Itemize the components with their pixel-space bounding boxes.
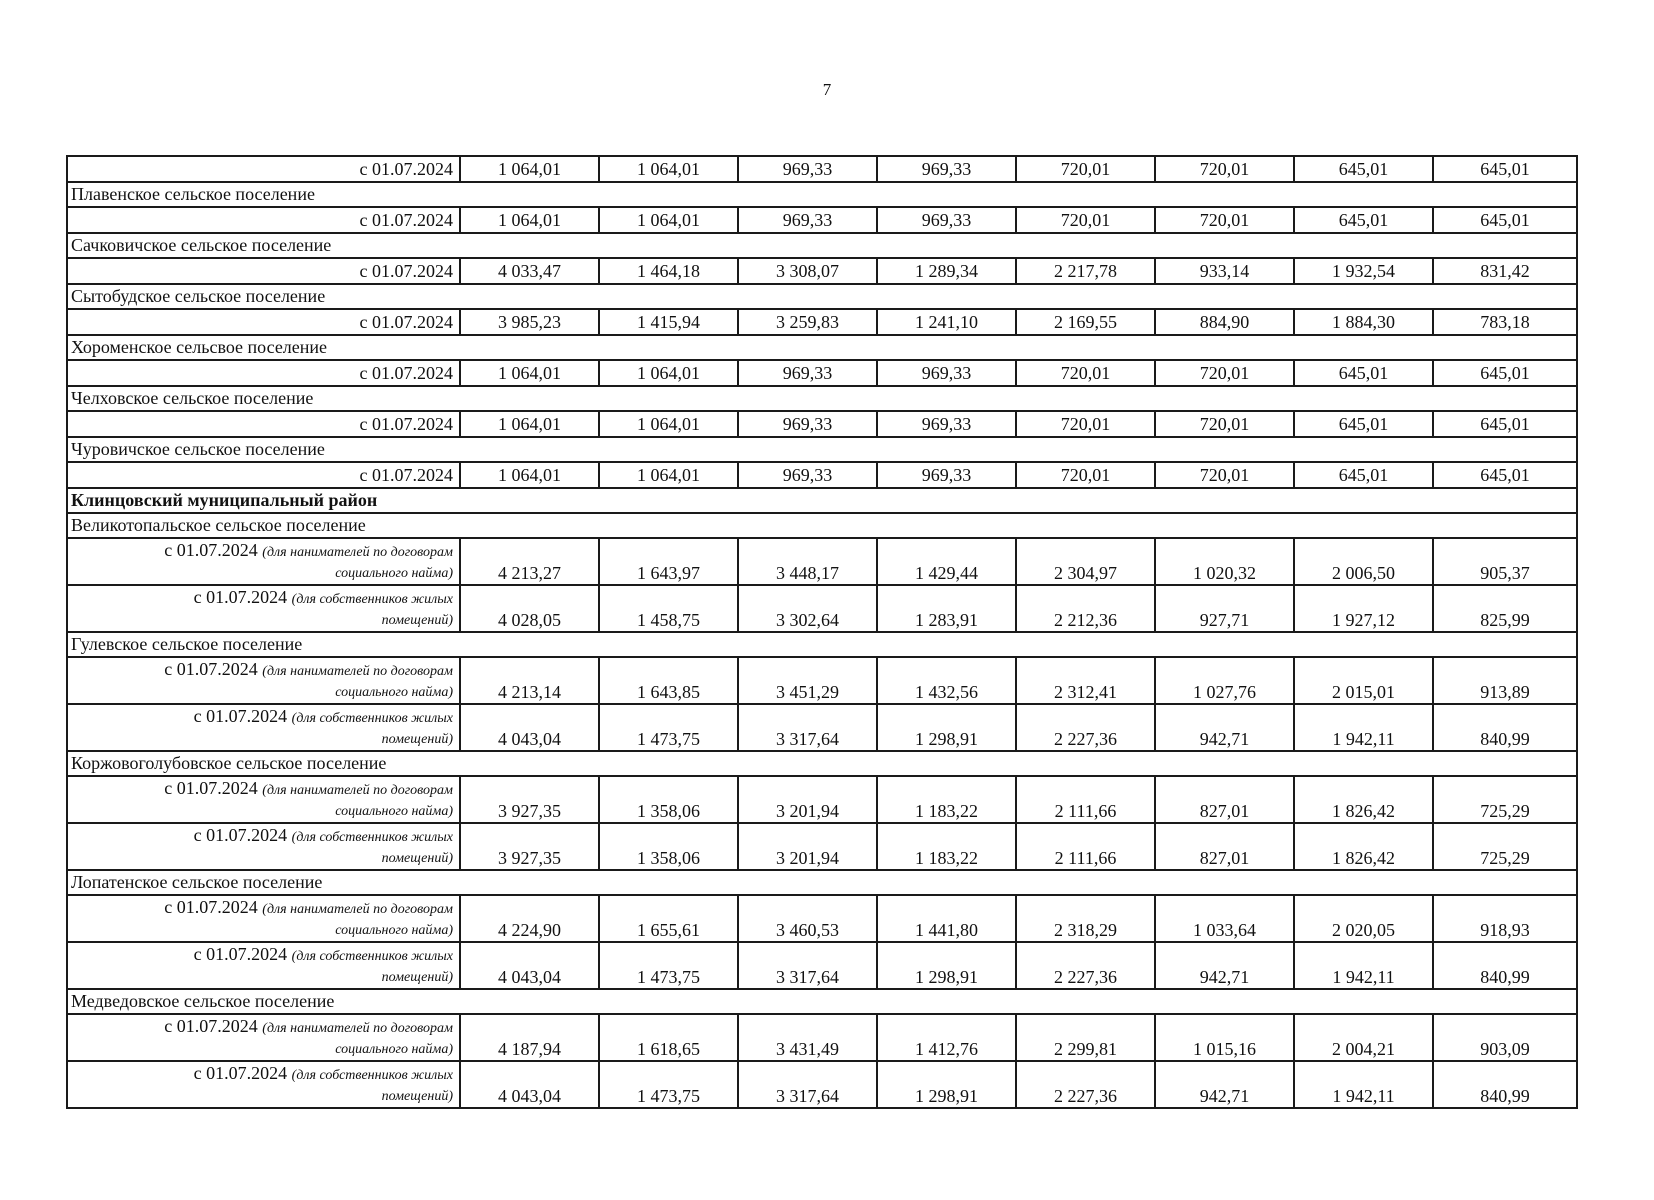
effective-date: с 01.07.2024 [164,897,258,917]
date-note-line2: социального найма) [335,804,453,819]
effective-date: с 01.07.2024 [359,209,453,230]
value-cell: 1 183,22 [877,776,1016,823]
table-row [67,156,1577,182]
date-note-line1: (для собственников жилых [291,711,453,726]
value-cell: 645,01 [1294,156,1433,182]
value-cell: 645,01 [1294,411,1433,437]
value-cell: 1 064,01 [599,462,738,488]
value-cell: 720,01 [1155,462,1294,488]
value-cell: 1 015,16 [1155,1014,1294,1061]
settlement-title: Сытобудское сельское поселение [67,284,1577,309]
value-cell: 645,01 [1433,411,1577,437]
table-row [67,1014,1577,1061]
table-row [67,895,1577,942]
value-cell: 3 927,35 [460,776,599,823]
value-cell: 1 183,22 [877,823,1016,870]
value-cell: 942,71 [1155,942,1294,989]
value-cell: 4 028,05 [460,585,599,632]
value-cell: 1 064,01 [599,360,738,386]
value-cell: 1 464,18 [599,258,738,284]
value-cell: 827,01 [1155,823,1294,870]
value-cell: 3 259,83 [738,309,877,335]
settlement-header-row [67,632,1577,657]
value-cell: 4 043,04 [460,942,599,989]
value-cell: 4 213,14 [460,657,599,704]
date-note-line2: помещений) [381,851,453,866]
value-cell: 720,01 [1016,462,1155,488]
value-cell: 840,99 [1433,942,1577,989]
date-cell [67,657,460,704]
value-cell: 2 015,01 [1294,657,1433,704]
value-cell: 645,01 [1433,207,1577,233]
date-note-line1: (для нанимателей по договорам [262,1021,453,1036]
value-cell: 1 358,06 [599,776,738,823]
value-cell: 2 004,21 [1294,1014,1433,1061]
value-cell: 969,33 [877,462,1016,488]
value-cell: 720,01 [1016,360,1155,386]
value-cell: 831,42 [1433,258,1577,284]
value-cell: 720,01 [1016,156,1155,182]
value-cell: 2 212,36 [1016,585,1155,632]
date-note-line1: (для собственников жилых [291,830,453,845]
date-note-line2: социального найма) [335,1042,453,1057]
table-row [67,657,1577,704]
settlement-header-row [67,335,1577,360]
table-row [67,1061,1577,1108]
settlement-header-row [67,751,1577,776]
value-cell: 645,01 [1433,462,1577,488]
effective-date: с 01.07.2024 [359,260,453,281]
settlement-header-row [67,870,1577,895]
effective-date: с 01.07.2024 [193,944,288,964]
value-cell: 645,01 [1294,462,1433,488]
table-row [67,704,1577,751]
value-cell: 1 473,75 [599,704,738,751]
effective-date: с 01.07.2024 [359,413,453,434]
value-cell: 720,01 [1155,156,1294,182]
settlement-header-row [67,233,1577,258]
value-cell: 1 826,42 [1294,823,1433,870]
value-cell: 884,90 [1155,309,1294,335]
value-cell: 2 111,66 [1016,776,1155,823]
date-cell [67,411,460,437]
table-row [67,776,1577,823]
value-cell: 1 358,06 [599,823,738,870]
value-cell: 720,01 [1155,360,1294,386]
date-cell [67,462,460,488]
table-row [67,823,1577,870]
value-cell: 969,33 [738,207,877,233]
value-cell: 2 217,78 [1016,258,1155,284]
settlement-title: Гулевское сельское поселение [67,632,1577,657]
value-cell: 969,33 [738,411,877,437]
value-cell: 3 431,49 [738,1014,877,1061]
value-cell: 1 441,80 [877,895,1016,942]
date-note-line2: помещений) [381,1089,453,1104]
table-row [67,207,1577,233]
district-title: Клинцовский муниципальный район [67,488,1577,513]
value-cell: 725,29 [1433,776,1577,823]
value-cell: 3 448,17 [738,538,877,585]
date-note-line2: помещений) [381,732,453,747]
value-cell: 969,33 [738,462,877,488]
value-cell: 1 643,97 [599,538,738,585]
value-cell: 1 927,12 [1294,585,1433,632]
date-note-line1: (для нанимателей по договорам [262,545,453,560]
value-cell: 3 201,94 [738,776,877,823]
value-cell: 645,01 [1294,360,1433,386]
value-cell: 720,01 [1016,411,1155,437]
page-number: 7 [822,80,832,99]
value-cell: 905,37 [1433,538,1577,585]
value-cell: 1 942,11 [1294,942,1433,989]
value-cell: 3 302,64 [738,585,877,632]
value-cell: 1 064,01 [599,411,738,437]
date-cell [67,156,460,182]
settlement-title: Чуровичское сельское поселение [67,437,1577,462]
value-cell: 720,01 [1016,207,1155,233]
date-cell [67,309,460,335]
value-cell: 969,33 [877,207,1016,233]
settlement-header-row [67,386,1577,411]
value-cell: 4 213,27 [460,538,599,585]
date-note-line1: (для собственников жилых [291,949,453,964]
effective-date: с 01.07.2024 [359,464,453,485]
settlement-header-row [67,437,1577,462]
date-cell [67,585,460,632]
value-cell: 827,01 [1155,776,1294,823]
value-cell: 1 064,01 [460,360,599,386]
value-cell: 1 473,75 [599,1061,738,1108]
value-cell: 969,33 [877,411,1016,437]
value-cell: 2 312,41 [1016,657,1155,704]
value-cell: 4 043,04 [460,704,599,751]
value-cell: 1 415,94 [599,309,738,335]
value-cell: 1 884,30 [1294,309,1433,335]
value-cell: 1 432,56 [877,657,1016,704]
value-cell: 645,01 [1433,360,1577,386]
table-row [67,462,1577,488]
settlement-header-row [67,284,1577,309]
value-cell: 2 227,36 [1016,704,1155,751]
settlement-title: Плавенское сельское поселение [67,182,1577,207]
value-cell: 4 187,94 [460,1014,599,1061]
value-cell: 1 942,11 [1294,1061,1433,1108]
date-cell [67,704,460,751]
value-cell: 903,09 [1433,1014,1577,1061]
effective-date: с 01.07.2024 [359,362,453,383]
tariff-table [66,155,1578,1109]
settlement-title: Сачковичское сельское поселение [67,233,1577,258]
value-cell: 969,33 [738,360,877,386]
effective-date: с 01.07.2024 [164,1016,258,1036]
value-cell: 3 317,64 [738,704,877,751]
date-note-line1: (для собственников жилых [291,592,453,607]
value-cell: 4 224,90 [460,895,599,942]
value-cell: 1 064,01 [460,207,599,233]
value-cell: 3 308,07 [738,258,877,284]
date-cell [67,895,460,942]
value-cell: 2 318,29 [1016,895,1155,942]
date-note-line1: (для нанимателей по договорам [262,664,453,679]
effective-date: с 01.07.2024 [164,778,258,798]
table-row [67,411,1577,437]
value-cell: 2 020,05 [1294,895,1433,942]
value-cell: 1 064,01 [460,411,599,437]
value-cell: 1 473,75 [599,942,738,989]
value-cell: 1 942,11 [1294,704,1433,751]
value-cell: 913,89 [1433,657,1577,704]
table-row [67,538,1577,585]
value-cell: 2 111,66 [1016,823,1155,870]
date-note-line2: помещений) [381,613,453,628]
value-cell: 1 283,91 [877,585,1016,632]
value-cell: 1 643,85 [599,657,738,704]
value-cell: 1 618,65 [599,1014,738,1061]
settlement-header-row [67,182,1577,207]
date-cell [67,823,460,870]
value-cell: 3 451,29 [738,657,877,704]
value-cell: 4 043,04 [460,1061,599,1108]
value-cell: 720,01 [1155,207,1294,233]
value-cell: 725,29 [1433,823,1577,870]
date-cell [67,942,460,989]
value-cell: 645,01 [1433,156,1577,182]
value-cell: 918,93 [1433,895,1577,942]
effective-date: с 01.07.2024 [359,311,453,332]
date-cell [67,258,460,284]
value-cell: 2 227,36 [1016,1061,1155,1108]
value-cell: 969,33 [738,156,877,182]
value-cell: 1 429,44 [877,538,1016,585]
value-cell: 645,01 [1294,207,1433,233]
district-header-row [67,488,1577,513]
effective-date: с 01.07.2024 [193,825,288,845]
value-cell: 1 241,10 [877,309,1016,335]
effective-date: с 01.07.2024 [164,659,258,679]
value-cell: 1 298,91 [877,1061,1016,1108]
value-cell: 1 027,76 [1155,657,1294,704]
value-cell: 942,71 [1155,704,1294,751]
value-cell: 1 020,32 [1155,538,1294,585]
value-cell: 2 304,97 [1016,538,1155,585]
value-cell: 3 317,64 [738,1061,877,1108]
value-cell: 1 298,91 [877,704,1016,751]
value-cell: 969,33 [877,360,1016,386]
value-cell: 969,33 [877,156,1016,182]
date-cell [67,538,460,585]
value-cell: 3 317,64 [738,942,877,989]
value-cell: 720,01 [1155,411,1294,437]
settlement-title: Медведовское сельское поселение [67,989,1577,1014]
effective-date: с 01.07.2024 [193,1063,288,1083]
value-cell: 840,99 [1433,704,1577,751]
value-cell: 1 412,76 [877,1014,1016,1061]
table-row [67,585,1577,632]
date-note-line2: социального найма) [335,685,453,700]
settlement-title: Хороменское сельсвое поселение [67,335,1577,360]
value-cell: 942,71 [1155,1061,1294,1108]
effective-date: с 01.07.2024 [193,706,288,726]
date-note-line2: социального найма) [335,923,453,938]
settlement-title: Лопатенское сельское поселение [67,870,1577,895]
table-row [67,309,1577,335]
value-cell: 4 033,47 [460,258,599,284]
value-cell: 783,18 [1433,309,1577,335]
date-note-line1: (для нанимателей по договорам [262,902,453,917]
settlement-title: Великотопальское сельское поселение [67,513,1577,538]
effective-date: с 01.07.2024 [164,540,258,560]
value-cell: 1 064,01 [599,207,738,233]
settlement-title: Челховское сельское поселение [67,386,1577,411]
value-cell: 3 201,94 [738,823,877,870]
value-cell: 2 227,36 [1016,942,1155,989]
value-cell: 3 460,53 [738,895,877,942]
table-row [67,360,1577,386]
value-cell: 2 299,81 [1016,1014,1155,1061]
value-cell: 927,71 [1155,585,1294,632]
date-cell [67,207,460,233]
date-cell [67,1061,460,1108]
settlement-title: Коржовоголубовское сельское поселение [67,751,1577,776]
value-cell: 1 064,01 [460,462,599,488]
value-cell: 3 985,23 [460,309,599,335]
settlement-header-row [67,513,1577,538]
value-cell: 1 655,61 [599,895,738,942]
table-row [67,258,1577,284]
value-cell: 1 289,34 [877,258,1016,284]
value-cell: 1 458,75 [599,585,738,632]
value-cell: 2 006,50 [1294,538,1433,585]
value-cell: 3 927,35 [460,823,599,870]
date-note-line1: (для нанимателей по договорам [262,783,453,798]
value-cell: 825,99 [1433,585,1577,632]
date-note-line2: помещений) [381,970,453,985]
value-cell: 1 064,01 [460,156,599,182]
value-cell: 1 826,42 [1294,776,1433,823]
value-cell: 933,14 [1155,258,1294,284]
value-cell: 2 169,55 [1016,309,1155,335]
value-cell: 1 298,91 [877,942,1016,989]
value-cell: 1 932,54 [1294,258,1433,284]
value-cell: 1 033,64 [1155,895,1294,942]
effective-date: с 01.07.2024 [359,158,453,179]
table-row [67,942,1577,989]
effective-date: с 01.07.2024 [193,587,288,607]
date-cell [67,776,460,823]
value-cell: 1 064,01 [599,156,738,182]
settlement-header-row [67,989,1577,1014]
value-cell: 840,99 [1433,1061,1577,1108]
date-note-line1: (для собственников жилых [291,1068,453,1083]
date-cell [67,360,460,386]
date-cell [67,1014,460,1061]
date-note-line2: социального найма) [335,566,453,581]
